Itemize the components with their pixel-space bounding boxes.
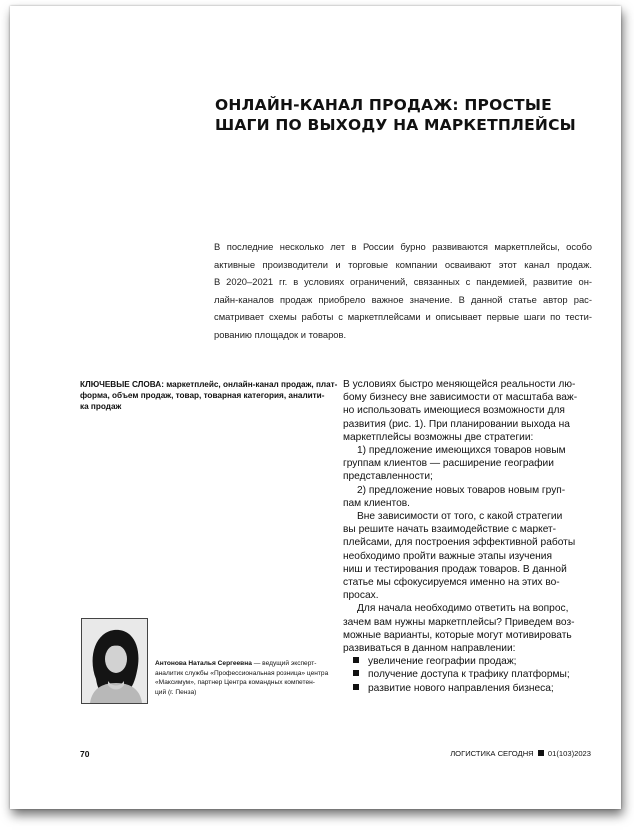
author-name: Антонова Наталья Сергеевна bbox=[155, 660, 252, 667]
lead-line: лайн-каналов продаж приобрело важное значение. В данной статье автор рас- bbox=[214, 293, 592, 305]
body-line: пам клиентов. bbox=[343, 497, 410, 509]
article-title bbox=[215, 95, 575, 135]
body-line: группам клиентов — расширение географии bbox=[343, 458, 554, 470]
magazine-page bbox=[10, 6, 621, 809]
title-line: ШАГИ ПО ВЫХОДУ НА МАРКЕТПЛЕЙСЫ bbox=[215, 116, 576, 134]
issue-number: 01(103)2023 bbox=[547, 749, 591, 758]
bullet-item bbox=[343, 668, 593, 681]
article-lead bbox=[214, 238, 592, 344]
body-line: Для начала необходимо ответить на вопрос, bbox=[357, 603, 569, 615]
bullet-item bbox=[343, 655, 593, 668]
body-line: Вне зависимости от того, с какой стратегии bbox=[357, 511, 563, 523]
body-line: статье мы сфокусируемся именно на этих во- bbox=[343, 577, 560, 589]
body-line: 2) предложение новых товаров новым груп- bbox=[357, 484, 566, 496]
author-line: ций (г. Пенза) bbox=[155, 688, 197, 696]
keywords-line: ка продаж bbox=[80, 402, 122, 411]
lead-line: рованию площадок и товаров. bbox=[214, 328, 347, 340]
lead-line: В 2020–2021 гг. в условиях ограничений, связанных с пандемией, развитие он- bbox=[214, 276, 592, 288]
body-line: бому бизнесу вне зависимости от масштаба важ- bbox=[343, 392, 578, 404]
square-bullet-icon bbox=[353, 684, 359, 690]
lead-line: В последние несколько лет в России бурно развиваются маркетплейсы, особо bbox=[214, 241, 592, 252]
journal-name: ЛОГИСТИКА СЕГОДНЯ bbox=[450, 749, 534, 758]
keywords-line: форма, объем продаж, товар, товарная категория, аналити- bbox=[80, 391, 325, 400]
body-line: 1) предложение имеющихся товаров новым bbox=[357, 445, 566, 457]
bullet-text: увеличение географии продаж; bbox=[368, 656, 517, 668]
square-bullet-icon bbox=[353, 670, 359, 676]
author-photo bbox=[81, 618, 148, 704]
square-separator-icon bbox=[538, 750, 544, 756]
bullet-text: развитие нового направления бизнеса; bbox=[368, 682, 554, 694]
body-line: развиваться в данном направлении: bbox=[343, 643, 516, 655]
body-line: маркетплейсы возможны две стратегии: bbox=[343, 431, 534, 443]
body-line: можные варианты, которые могут мотивировать bbox=[343, 629, 572, 641]
author-line: «Максимум», партнер Центра командных компетен- bbox=[155, 679, 315, 687]
body-line: В условиях быстро меняющейся реальности лю- bbox=[343, 379, 576, 390]
running-footer bbox=[450, 749, 591, 758]
page-number: 70 bbox=[80, 749, 90, 759]
keywords-block bbox=[80, 379, 338, 412]
author-portrait-image bbox=[82, 619, 147, 703]
body-line: зачем вам нужны маркетплейсы? Приведем воз- bbox=[343, 616, 575, 628]
body-line: представленности; bbox=[343, 471, 433, 483]
bullet-text: получение доступа к трафику платформы; bbox=[368, 669, 570, 681]
body-line: просах. bbox=[343, 590, 379, 602]
author-line: аналитик службы «Профессиональная розница» центра bbox=[155, 669, 329, 677]
author-bio: — ведущий эксперт- bbox=[251, 660, 317, 667]
keywords-line: КЛЮЧЕВЫЕ СЛОВА: маркетплейс, онлайн-канал продаж, плат- bbox=[80, 380, 338, 389]
square-bullet-icon bbox=[353, 657, 359, 663]
lead-line: активные производители и торговые компании осваивают этот канал продаж. bbox=[214, 258, 592, 270]
lead-line: сматривает схемы работы с маркетплейсами и описывает первые шаги по тести- bbox=[214, 311, 592, 323]
body-line: но использовать имеющиеся возможности для bbox=[343, 405, 565, 417]
title-line: ОНЛАЙН-КАНАЛ ПРОДАЖ: ПРОСТЫЕ bbox=[215, 96, 552, 114]
body-line: ниш и тестирования продаж товаров. В данной bbox=[343, 563, 567, 575]
author-caption bbox=[155, 659, 335, 697]
body-line: развития (рис. 1). При планировании выхода на bbox=[343, 418, 570, 430]
bullet-item bbox=[343, 682, 593, 695]
body-line: вы решите начать взаимодействие с маркет- bbox=[343, 524, 557, 536]
article-body bbox=[343, 378, 593, 695]
author-line bbox=[155, 659, 335, 669]
body-line: необходимо пройти важные этапы изучения bbox=[343, 550, 552, 562]
body-line: плейсами, для построения эффективной работы bbox=[343, 537, 576, 549]
